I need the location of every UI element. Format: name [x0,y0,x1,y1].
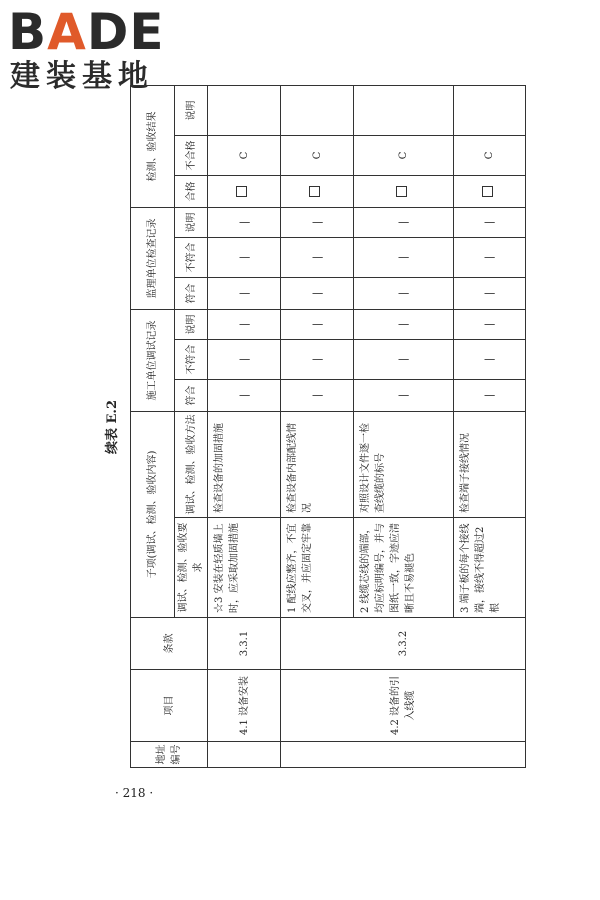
supervision-nonconform: | [354,237,454,277]
supervision-note: | [354,207,454,237]
inspection-table [130,85,526,768]
pass-checkbox[interactable] [396,186,407,197]
construction-note: | [354,309,454,339]
header-note: 说明 [175,85,208,135]
clause-cell: 3.3.1 [208,618,281,670]
method-cell: 检查设备内部配线情况 [281,412,354,518]
supervision-conform: | [208,277,281,309]
result-note [354,85,454,135]
result-note [208,85,281,135]
fail-cell: C [208,135,281,175]
header-method: 调试、检测、验收方法 [175,412,208,518]
construction-nonconform: | [281,340,354,380]
construction-conform: | [454,380,526,412]
fail-cell: C [281,135,354,175]
header-pass: 合格 [175,175,208,207]
construction-nonconform: | [454,340,526,380]
header-project: 项目 [131,670,208,742]
pass-checkbox[interactable] [236,186,247,197]
construction-conform: | [354,380,454,412]
logo-text-en: BADE [8,3,165,61]
pass-checkbox-cell [208,175,281,207]
fail-cell: C [454,135,526,175]
table-row [208,85,281,767]
page-number: · 218 · [115,786,154,800]
supervision-note: | [208,207,281,237]
header-conform: 符合 [175,277,208,309]
pass-checkbox[interactable] [482,186,493,197]
header-clause: 条款 [131,618,208,670]
header-fail: 不合格 [175,135,208,175]
method-cell: 检查端子接线情况 [454,412,526,518]
construction-note: | [281,309,354,339]
supervision-conform: | [281,277,354,309]
logo-text-cn: 建装基地 [10,59,154,94]
requirement-cell: ☆3 安装在轻质墙上时，应采取加固措施 [208,518,281,618]
clause-cell: 3.3.2 [281,618,526,670]
header-subitem: 子项(调试、检测、验收内容) [131,412,175,618]
header-acceptance: 检测、验收结果 [131,85,175,207]
header-note: 说明 [175,207,208,237]
header-record-no: 地址编号 [131,742,208,768]
result-note [281,85,354,135]
supervision-nonconform: | [208,237,281,277]
record-no-cell [281,742,526,768]
pass-checkbox-cell [354,175,454,207]
method-cell: 对照设计文件逐一检查线缆的标号 [354,412,454,518]
rotated-form [100,86,512,768]
pass-checkbox[interactable] [309,186,320,197]
header-nonconform: 不符合 [175,340,208,380]
supervision-note: | [454,207,526,237]
table-caption: 续表 E.2 [105,400,120,455]
header-row [131,85,175,767]
pass-checkbox-cell [454,175,526,207]
header-construction: 施工单位调试记录 [131,309,175,411]
header-conform: 符合 [175,380,208,412]
supervision-note: | [281,207,354,237]
requirement-cell: 3 端子板的每个接线端，接线不得超过2根 [454,518,526,618]
table-row [281,85,354,767]
requirement-cell: 2 线缆芯线的端部，均应标明编号，并与图纸一致，字迹应清晰且不易褪色 [354,518,454,618]
supervision-nonconform: | [281,237,354,277]
project-cell: 4.1 设备安装 [208,670,281,742]
construction-nonconform: | [354,340,454,380]
pass-checkbox-cell [281,175,354,207]
logo [8,3,188,96]
fail-cell: C [354,135,454,175]
supervision-nonconform: | [454,237,526,277]
construction-note: | [454,309,526,339]
construction-conform: | [281,380,354,412]
header-nonconform: 不符合 [175,237,208,277]
header-supervision: 监理单位检查记录 [131,207,175,309]
construction-conform: | [208,380,281,412]
header-requirement: 调试、检测、验收要求 [175,518,208,618]
requirement-cell: 1 配线应整齐，不宜交叉，并应固定牢靠 [281,518,354,618]
header-note: 说明 [175,309,208,339]
result-note [454,85,526,135]
supervision-conform: | [354,277,454,309]
record-no-cell [208,742,281,768]
project-cell: 4.2 设备的引入线缆 [281,670,526,742]
method-cell: 检查设备的加固措施 [208,412,281,518]
construction-nonconform: | [208,340,281,380]
construction-note: | [208,309,281,339]
supervision-conform: | [454,277,526,309]
